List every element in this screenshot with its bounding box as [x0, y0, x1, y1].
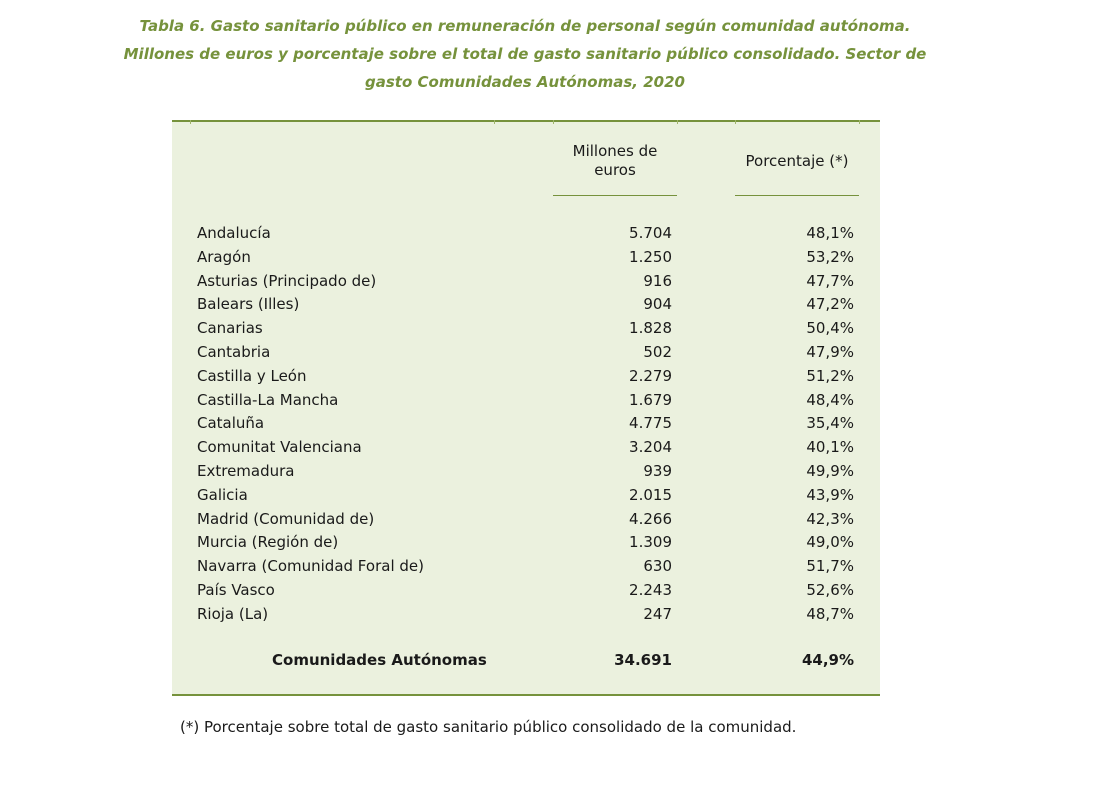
region-cell: Madrid (Comunidad de): [197, 509, 375, 528]
region-cell: Extremadura: [197, 461, 295, 480]
euros-cell: 3.204: [629, 438, 672, 457]
caption-line-2: Millones de euros y porcentaje sobre el total de gasto sanitario público consolidado. Sector de: [123, 45, 927, 63]
euros-cell: 904: [643, 295, 672, 314]
percentage-cell: 47,7%: [806, 271, 854, 290]
euros-cell: 2.279: [629, 366, 672, 385]
table-row: [172, 555, 880, 579]
region-cell: Andalucía: [197, 224, 271, 242]
footnote: (*) Porcentaje sobre total de gasto sanitario público consolidado de la comunidad.: [180, 718, 797, 736]
table-row: [172, 531, 880, 555]
region-cell: Balears (Illes): [197, 295, 300, 314]
percentage-cell: 52,6%: [806, 580, 854, 599]
percentage-cell: 51,7%: [806, 557, 854, 576]
table-row: [172, 222, 880, 246]
percentage-cell: 49,9%: [806, 461, 854, 480]
table-row: [172, 412, 880, 436]
euros-cell: 939: [643, 461, 672, 480]
percentage-cell: 51,2%: [806, 366, 854, 385]
euros-cell: 1.679: [629, 390, 672, 409]
table-row: [172, 579, 880, 603]
percentage-cell: 49,0%: [806, 533, 854, 552]
euros-cell: 247: [643, 604, 672, 623]
table-row: [172, 508, 880, 532]
region-cell: Cantabria: [197, 342, 271, 361]
table-top-rule: [172, 120, 880, 124]
region-cell: Castilla-La Mancha: [197, 390, 339, 409]
percentage-cell: 48,4%: [806, 390, 854, 409]
header-porcentaje-label: Porcentaje (*): [745, 152, 849, 170]
euros-cell: 916: [643, 271, 672, 290]
percentage-cell: 47,2%: [806, 295, 854, 314]
region-cell: Aragón: [197, 247, 251, 266]
table-row: [172, 341, 880, 365]
caption-line-3: gasto Comunidades Autónomas, 2020: [365, 73, 685, 91]
euros-cell: 630: [643, 557, 672, 576]
table-row: [172, 484, 880, 508]
percentage-cell: 47,9%: [806, 342, 854, 361]
table-row: [172, 246, 880, 270]
percentage-cell: 48,7%: [806, 604, 854, 623]
caption-line-1: Tabla 6. Gasto sanitario público en remuneración de personal según comunidad autónoma.: [139, 17, 911, 35]
region-cell: Castilla y León: [197, 366, 307, 385]
total-percentage: 44,9%: [801, 651, 854, 669]
table-row: [172, 293, 880, 317]
euros-cell: 5.704: [629, 224, 672, 242]
percentage-cell: 48,1%: [806, 224, 854, 242]
euros-cell: 4.775: [629, 414, 672, 433]
euros-cell: 2.015: [629, 485, 672, 504]
euros-cell: 1.309: [629, 533, 672, 552]
header-millones-line-2: euros: [594, 161, 636, 179]
euros-cell: 1.250: [629, 247, 672, 266]
total-region: Comunidades Autónomas: [272, 651, 487, 669]
percentage-cell: 50,4%: [806, 319, 854, 338]
euros-cell: 502: [643, 342, 672, 361]
table-row: [172, 270, 880, 294]
region-cell: Comunitat Valenciana: [197, 438, 362, 457]
percentage-cell: 35,4%: [806, 414, 854, 433]
percentage-cell: 42,3%: [806, 509, 854, 528]
total-euros: 34.691: [614, 651, 672, 669]
table-row: [172, 389, 880, 413]
table-row: [172, 317, 880, 341]
region-cell: Murcia (Región de): [197, 533, 339, 552]
table-body: [172, 222, 880, 627]
data-table: [172, 120, 880, 696]
region-cell: Asturias (Principado de): [197, 271, 377, 290]
region-cell: Rioja (La): [197, 604, 269, 623]
table-row: [172, 365, 880, 389]
region-cell: Navarra (Comunidad Foral de): [197, 557, 424, 576]
percentage-cell: 43,9%: [806, 485, 854, 504]
table-caption: [110, 12, 940, 96]
region-cell: Galicia: [197, 485, 248, 504]
region-cell: Canarias: [197, 319, 263, 338]
region-cell: País Vasco: [197, 580, 275, 599]
header-millones-de-euros: [553, 142, 677, 196]
percentage-cell: 53,2%: [806, 247, 854, 266]
euros-cell: 4.266: [629, 509, 672, 528]
euros-cell: 2.243: [629, 580, 672, 599]
total-row: [172, 648, 880, 672]
table-row: [172, 460, 880, 484]
table-row: [172, 603, 880, 627]
table-row: [172, 436, 880, 460]
percentage-cell: 40,1%: [806, 438, 854, 457]
header-millones-line-1: Millones de: [572, 142, 658, 160]
region-cell: Cataluña: [197, 414, 265, 433]
header-porcentaje: [735, 142, 859, 196]
euros-cell: 1.828: [629, 319, 672, 338]
